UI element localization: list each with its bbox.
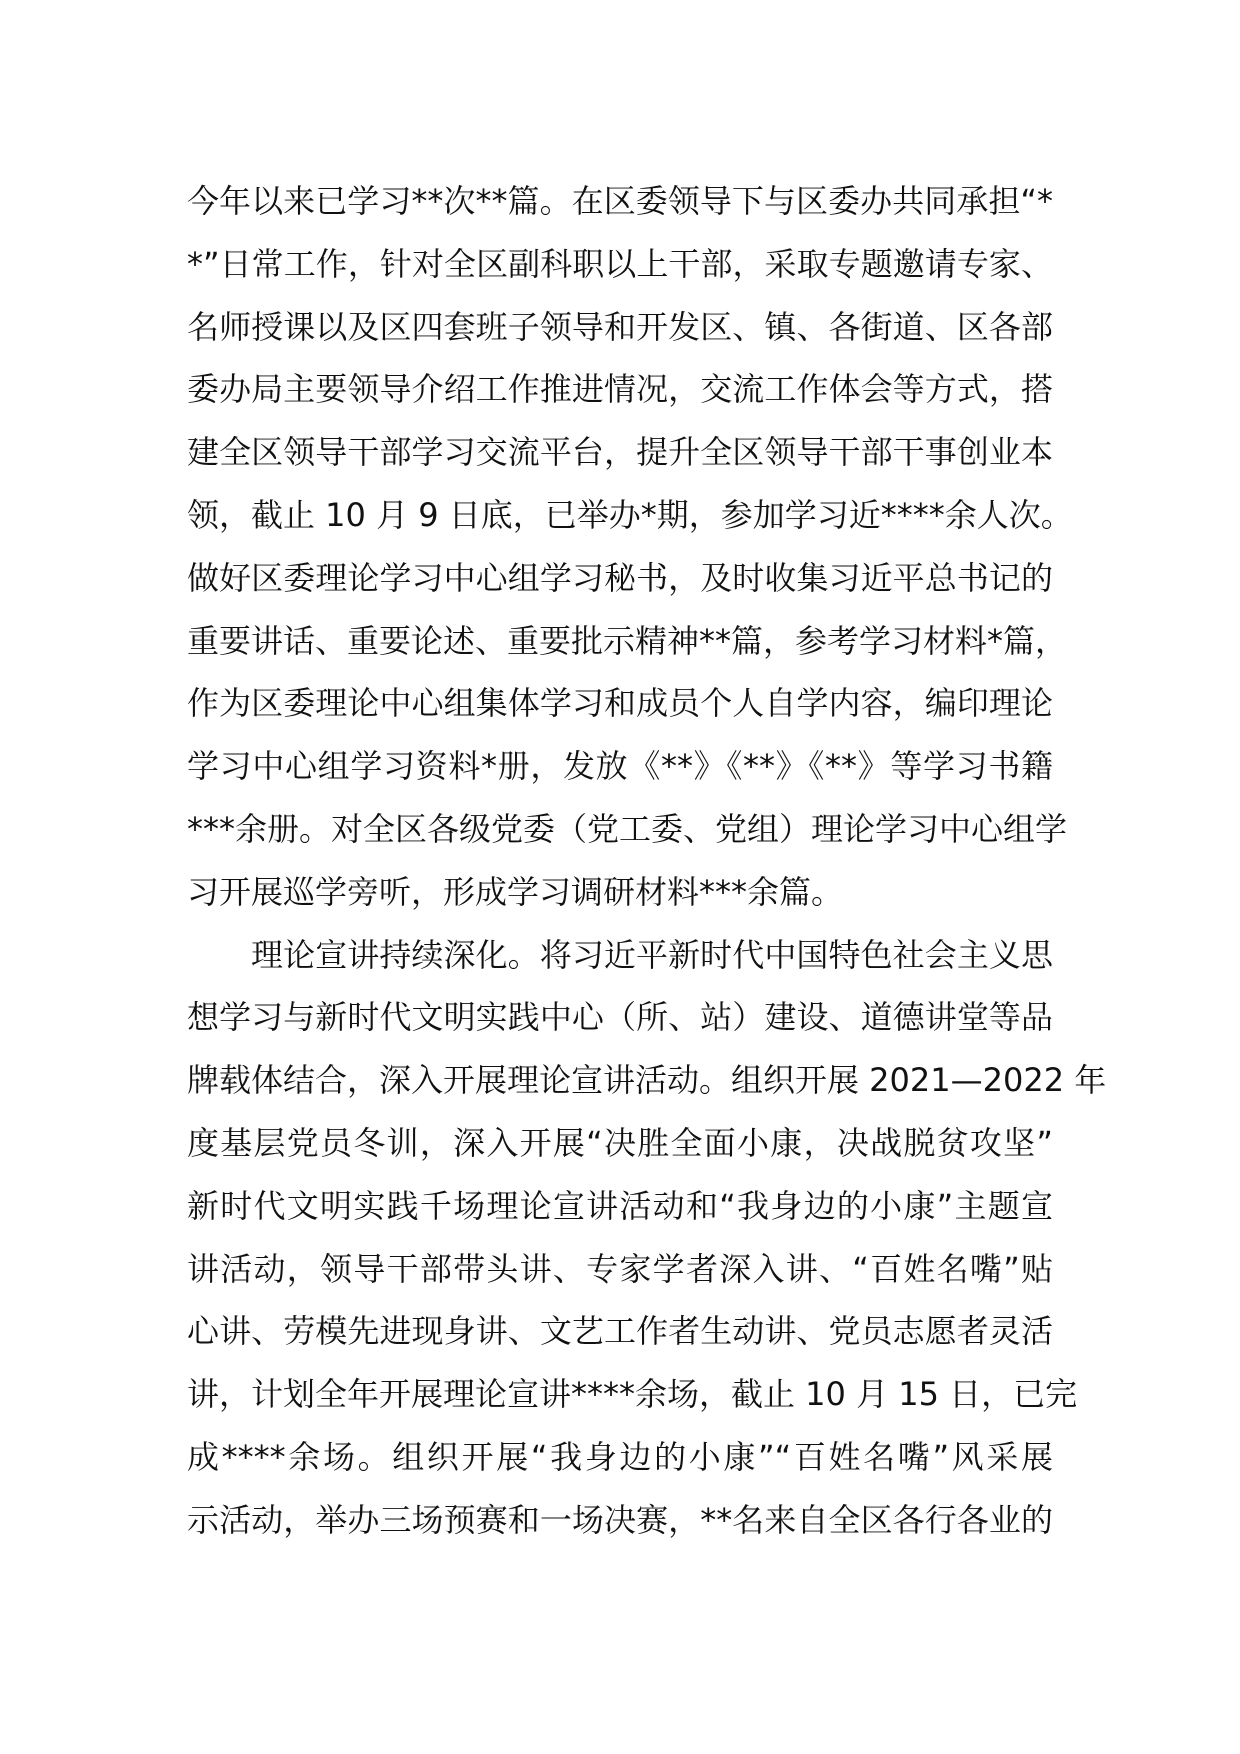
text-line: 心讲、劳模先进现身讲、文艺工作者生动讲、党员志愿者灵活 [187, 1312, 1053, 1351]
text-line: 学习中心组学习资料*册，发放《**》《**》《**》等学习书籍 [187, 747, 1053, 786]
text-line: 牌载体结合，深入开展理论宣讲活动。组织开展 2021—2022 年 [187, 1061, 1107, 1100]
text-line: 示活动，举办三场预赛和一场决赛，**名来自全区各行各业的 [187, 1500, 1053, 1539]
text-line: 成****余场。组织开展“我身边的小康”“百姓名嘴”风采展 [187, 1437, 1053, 1476]
text-line: 新时代文明实践千场理论宣讲活动和“我身边的小康”主题宣 [187, 1186, 1053, 1225]
text-line: 想学习与新时代文明实践中心（所、站）建设、道德讲堂等品 [187, 998, 1053, 1037]
text-line: 建全区领导干部学习交流平台，提升全区领导干部干事创业本 [187, 433, 1053, 472]
text-line: 重要讲话、重要论述、重要批示精神**篇，参考学习材料*篇， [187, 621, 1068, 660]
text-line: 讲活动，领导干部带头讲、专家学者深入讲、“百姓名嘴”贴 [187, 1249, 1053, 1288]
text-line: 委办局主要领导介绍工作推进情况，交流工作体会等方式，搭 [187, 370, 1053, 409]
text-line: 领，截止 10 月 9 日底，已举办*期，参加学习近****余人次。 [187, 495, 1073, 534]
text-line: 今年以来已学习**次**篇。在区委领导下与区委办共同承担“* [187, 182, 1053, 220]
body-text [187, 170, 1107, 1552]
text-line: 做好区委理论学习中心组学习秘书，及时收集习近平总书记的 [187, 558, 1053, 597]
text-line: 名师授课以及区四套班子领导和开发区、镇、各街道、区各部 [187, 307, 1053, 346]
text-line: 习开展巡学旁听，形成学习调研材料***余篇。 [187, 872, 844, 911]
text-line: 作为区委理论中心组集体学习和成员个人自学内容，编印理论 [187, 684, 1053, 723]
text-line: *”日常工作，针对全区副科职以上干部，采取专题邀请专家、 [187, 244, 1053, 283]
text-line: 度基层党员冬训，深入开展“决胜全面小康，决战脱贫攻坚” [187, 1123, 1053, 1162]
text-line: ***余册。对全区各级党委（党工委、党组）理论学习中心组学 [187, 809, 1068, 848]
text-line: 讲，计划全年开展理论宣讲****余场，截止 10 月 15 日，已完 [187, 1375, 1078, 1414]
paragraph-heading-line: 理论宣讲持续深化。将习近平新时代中国特色社会主义思 [251, 935, 1053, 974]
